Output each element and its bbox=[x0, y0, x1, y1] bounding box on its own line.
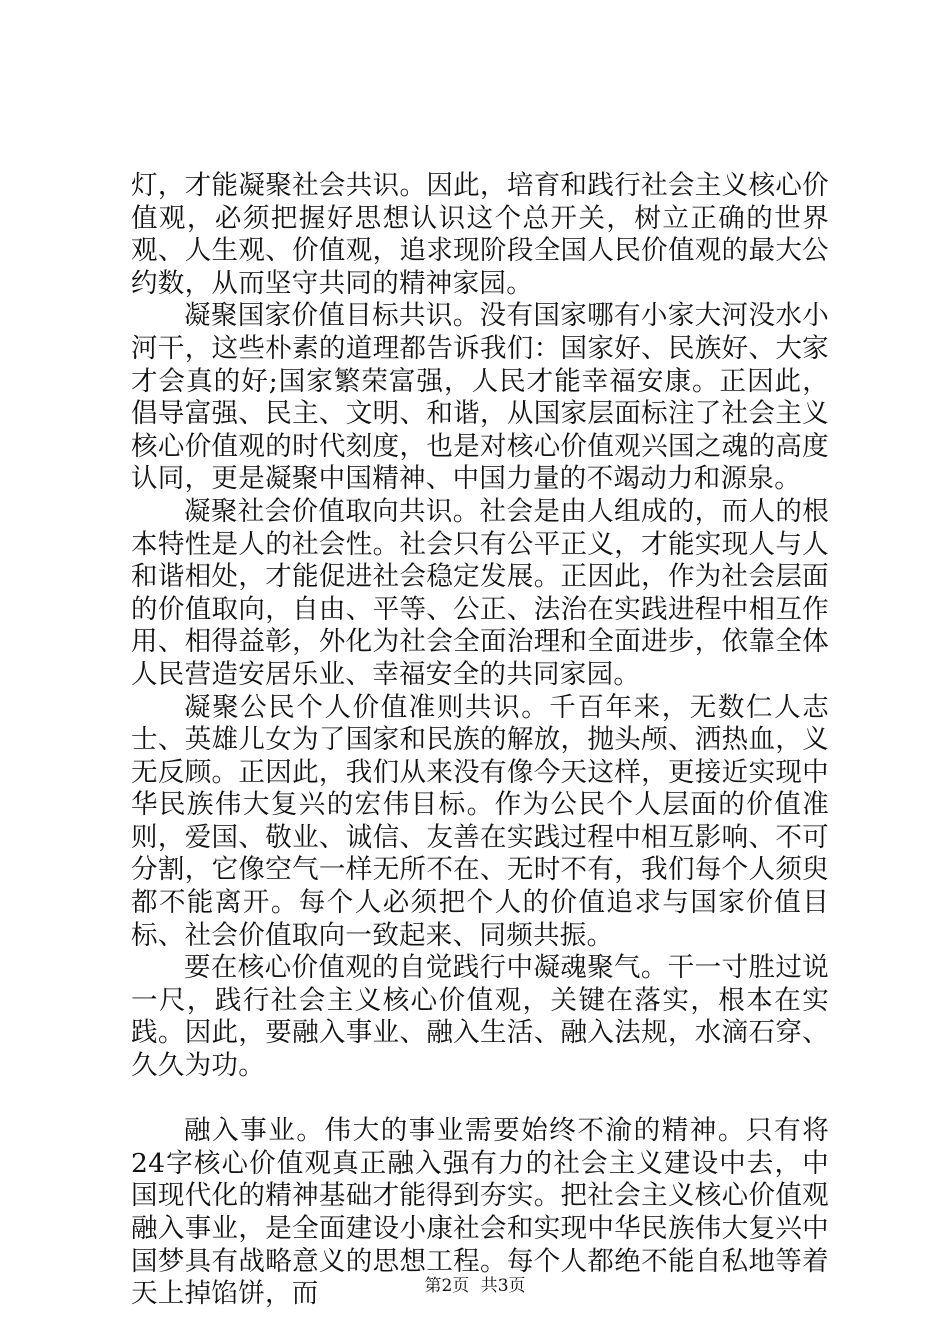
page-total: 共3页 bbox=[480, 1276, 526, 1296]
paragraph-4: 凝聚公民个人价值准则共识。千百年来，无数仁人志士、英雄儿女为了国家和民族的解放，抛头颅、洒热血，义无反顾。正因此，我们从来没有像今天这样，更接近实现中华民族伟大复兴的宏伟目标。作为公民个人层面的价值准则，爱国、敬业、诚信、友善在实践过程中相互影响、不可分割，它像空气一样无所不在、无时不有，我们每个人须臾都不能离开。每个人必须把个人的价值追求与国家价值目标、社会价值取向一致起来、同频共振。 bbox=[131, 691, 829, 951]
document-body bbox=[131, 170, 829, 1311]
paragraph-6: 融入事业。伟大的事业需要始终不渝的精神。只有将24字核心价值观真正融入强有力的社会主义建设中去，中国现代化的精神基础才能得到夯实。把社会主义核心价值观融入事业，是全面建设小康社会和实现中华民族伟大复兴中国梦具有战略意义的思想工程。每个人都绝不能自私地等着天上掉馅饼，而 bbox=[131, 1115, 829, 1310]
paragraph-5: 要在核心价值观的自觉践行中凝魂聚气。干一寸胜过说一尺，践行社会主义核心价值观，关键在落实，根本在实践。因此，要融入事业、融入生活、融入法规，水滴石穿、久久为功。 bbox=[131, 952, 829, 1082]
paragraph-2: 凝聚国家价值目标共识。没有国家哪有小家大河没水小河干，这些朴素的道理都告诉我们：国家好、民族好、大家才会真的好;国家繁荣富强，人民才能幸福安康。正因此，倡导富强、民主、文明、和谐，从国家层面标注了社会主义核心价值观的时代刻度，也是对核心价值观兴国之魂的高度认同，更是凝聚中国精神、中国力量的不竭动力和源泉。 bbox=[131, 300, 829, 495]
paragraph-3: 凝聚社会价值取向共识。社会是由人组成的，而人的根本特性是人的社会性。社会只有公平正义，才能实现人与人和谐相处，才能促进社会稳定发展。正因此，作为社会层面的价值取向，自由、平等、公正、法治在实践进程中相互作用、相得益彰，外化为社会全面治理和全面进步，依靠全体人民营造安居乐业、幸福安全的共同家园。 bbox=[131, 495, 829, 690]
paragraph-1: 灯，才能凝聚社会共识。因此，培育和践行社会主义核心价值观，必须把握好思想认识这个总开关，树立正确的世界观、人生观、价值观，追求现阶段全国人民价值观的最大公约数，从而坚守共同的精神家园。 bbox=[131, 170, 829, 299]
page-number: 第2页 bbox=[424, 1276, 470, 1296]
page-footer bbox=[0, 1271, 950, 1296]
